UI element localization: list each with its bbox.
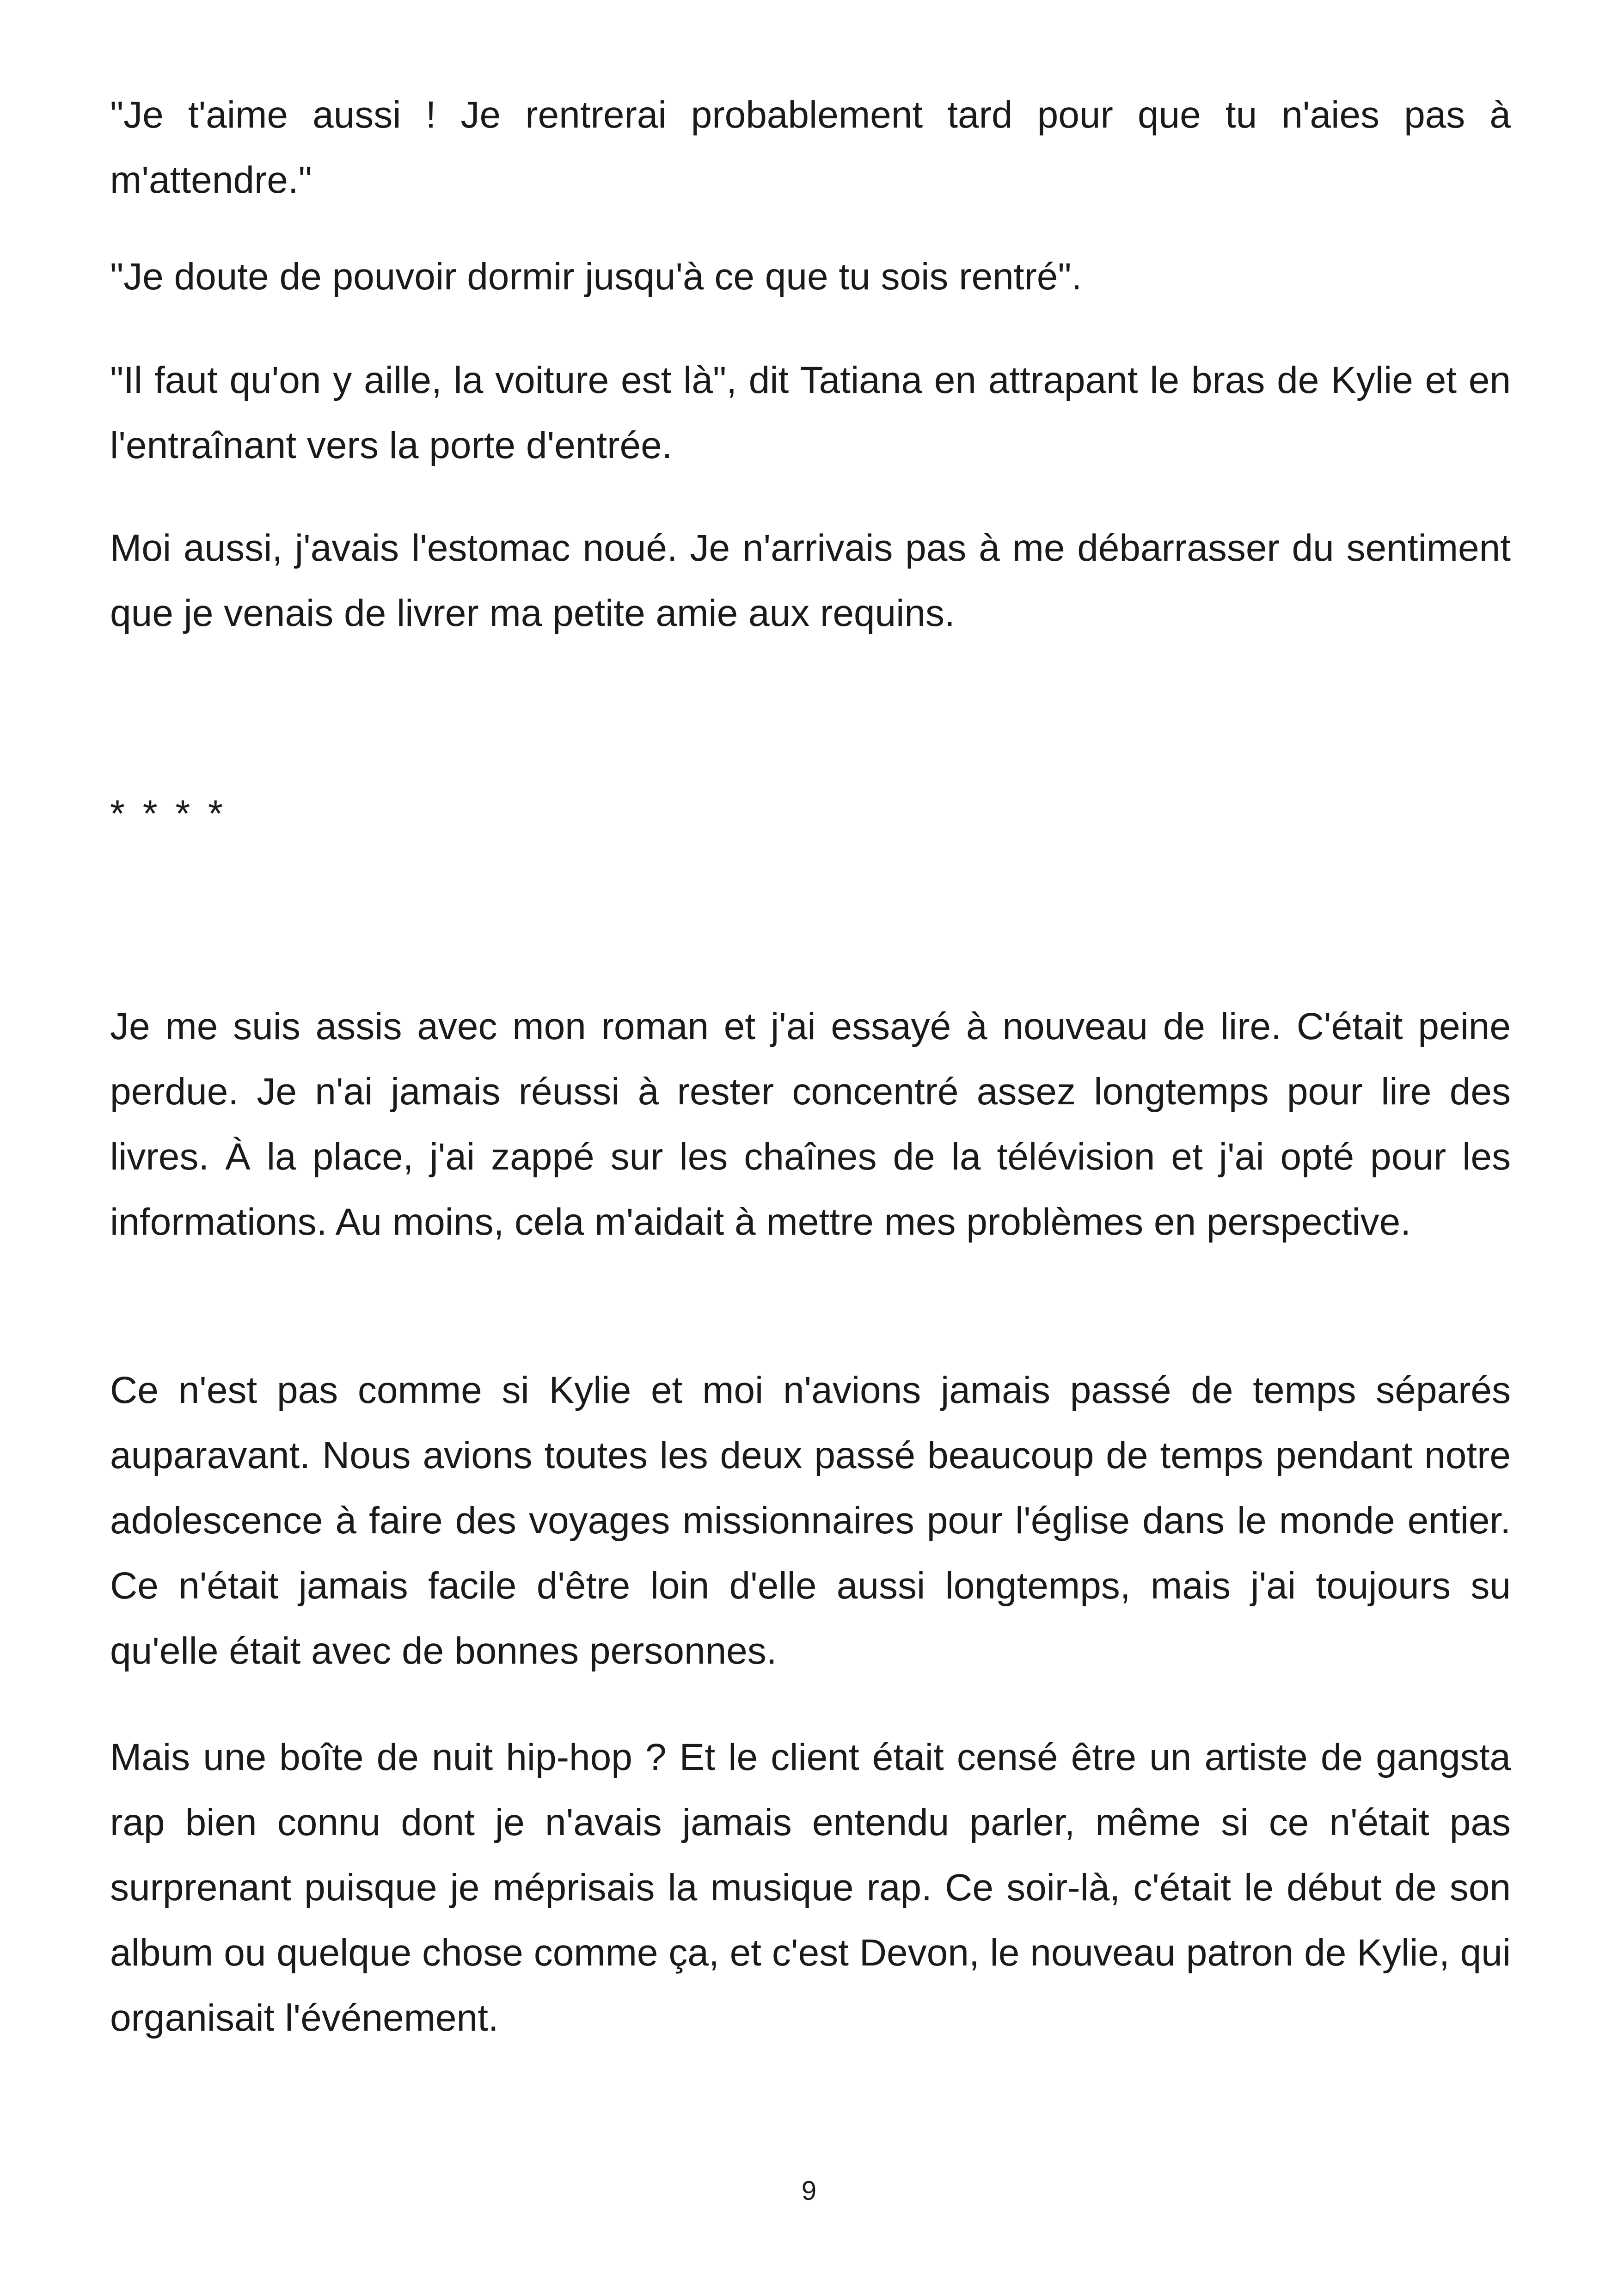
paragraph-4: Moi aussi, j'avais l'estomac noué. Je n'arrivais pas à me débarrasser du sentiment que je venais de livrer ma petite amie aux requins. [110, 527, 1511, 634]
paragraph-5: Je me suis assis avec mon roman et j'ai essayé à nouveau de lire. C'était peine perdue. Je n'ai jamais réussi à rester concentré assez longtemps pour lire des livres. À la place, j'ai zappé sur les chaînes de la télévision et j'ai opté pour les informations. Au moins, cela m'aidait à mettre mes problèmes en perspective. [110, 1005, 1511, 1243]
paragraph-2: "Je doute de pouvoir dormir jusqu'à ce que tu sois rentré". [110, 256, 1082, 298]
page-number: 9 [801, 2176, 817, 2206]
paragraph-3: "Il faut qu'on y aille, la voiture est là", dit Tatiana en attrapant le bras de Kylie et en l'entraînant vers la porte d'entrée. [110, 359, 1511, 466]
paragraph-7: Mais une boîte de nuit hip-hop ? Et le client était censé être un artiste de gangsta rap bien connu dont je n'avais jamais entendu parler, même si ce n'était pas surprenant puisque je méprisais la musique rap. Ce soir-là, c'était le début de son album ou quelque chose comme ça, et c'est Devon, le nouveau patron de Kylie, qui organisait l'événement. [110, 1736, 1511, 2039]
paragraph-1: "Je t'aime aussi ! Je rentrerai probablement tard pour que tu n'aies pas à m'attendre." [110, 94, 1511, 201]
section-separator: * * * * [110, 793, 227, 835]
paragraph-6: Ce n'est pas comme si Kylie et moi n'avions jamais passé de temps séparés auparavant. Nous avions toutes les deux passé beaucoup de temps pendant notre adolescence à faire des voyages missionnaires pour l'église dans le monde entier. Ce n'était jamais facile d'être loin d'elle aussi longtemps, mais j'ai toujours su qu'elle était avec de bonnes personnes. [110, 1369, 1511, 1672]
